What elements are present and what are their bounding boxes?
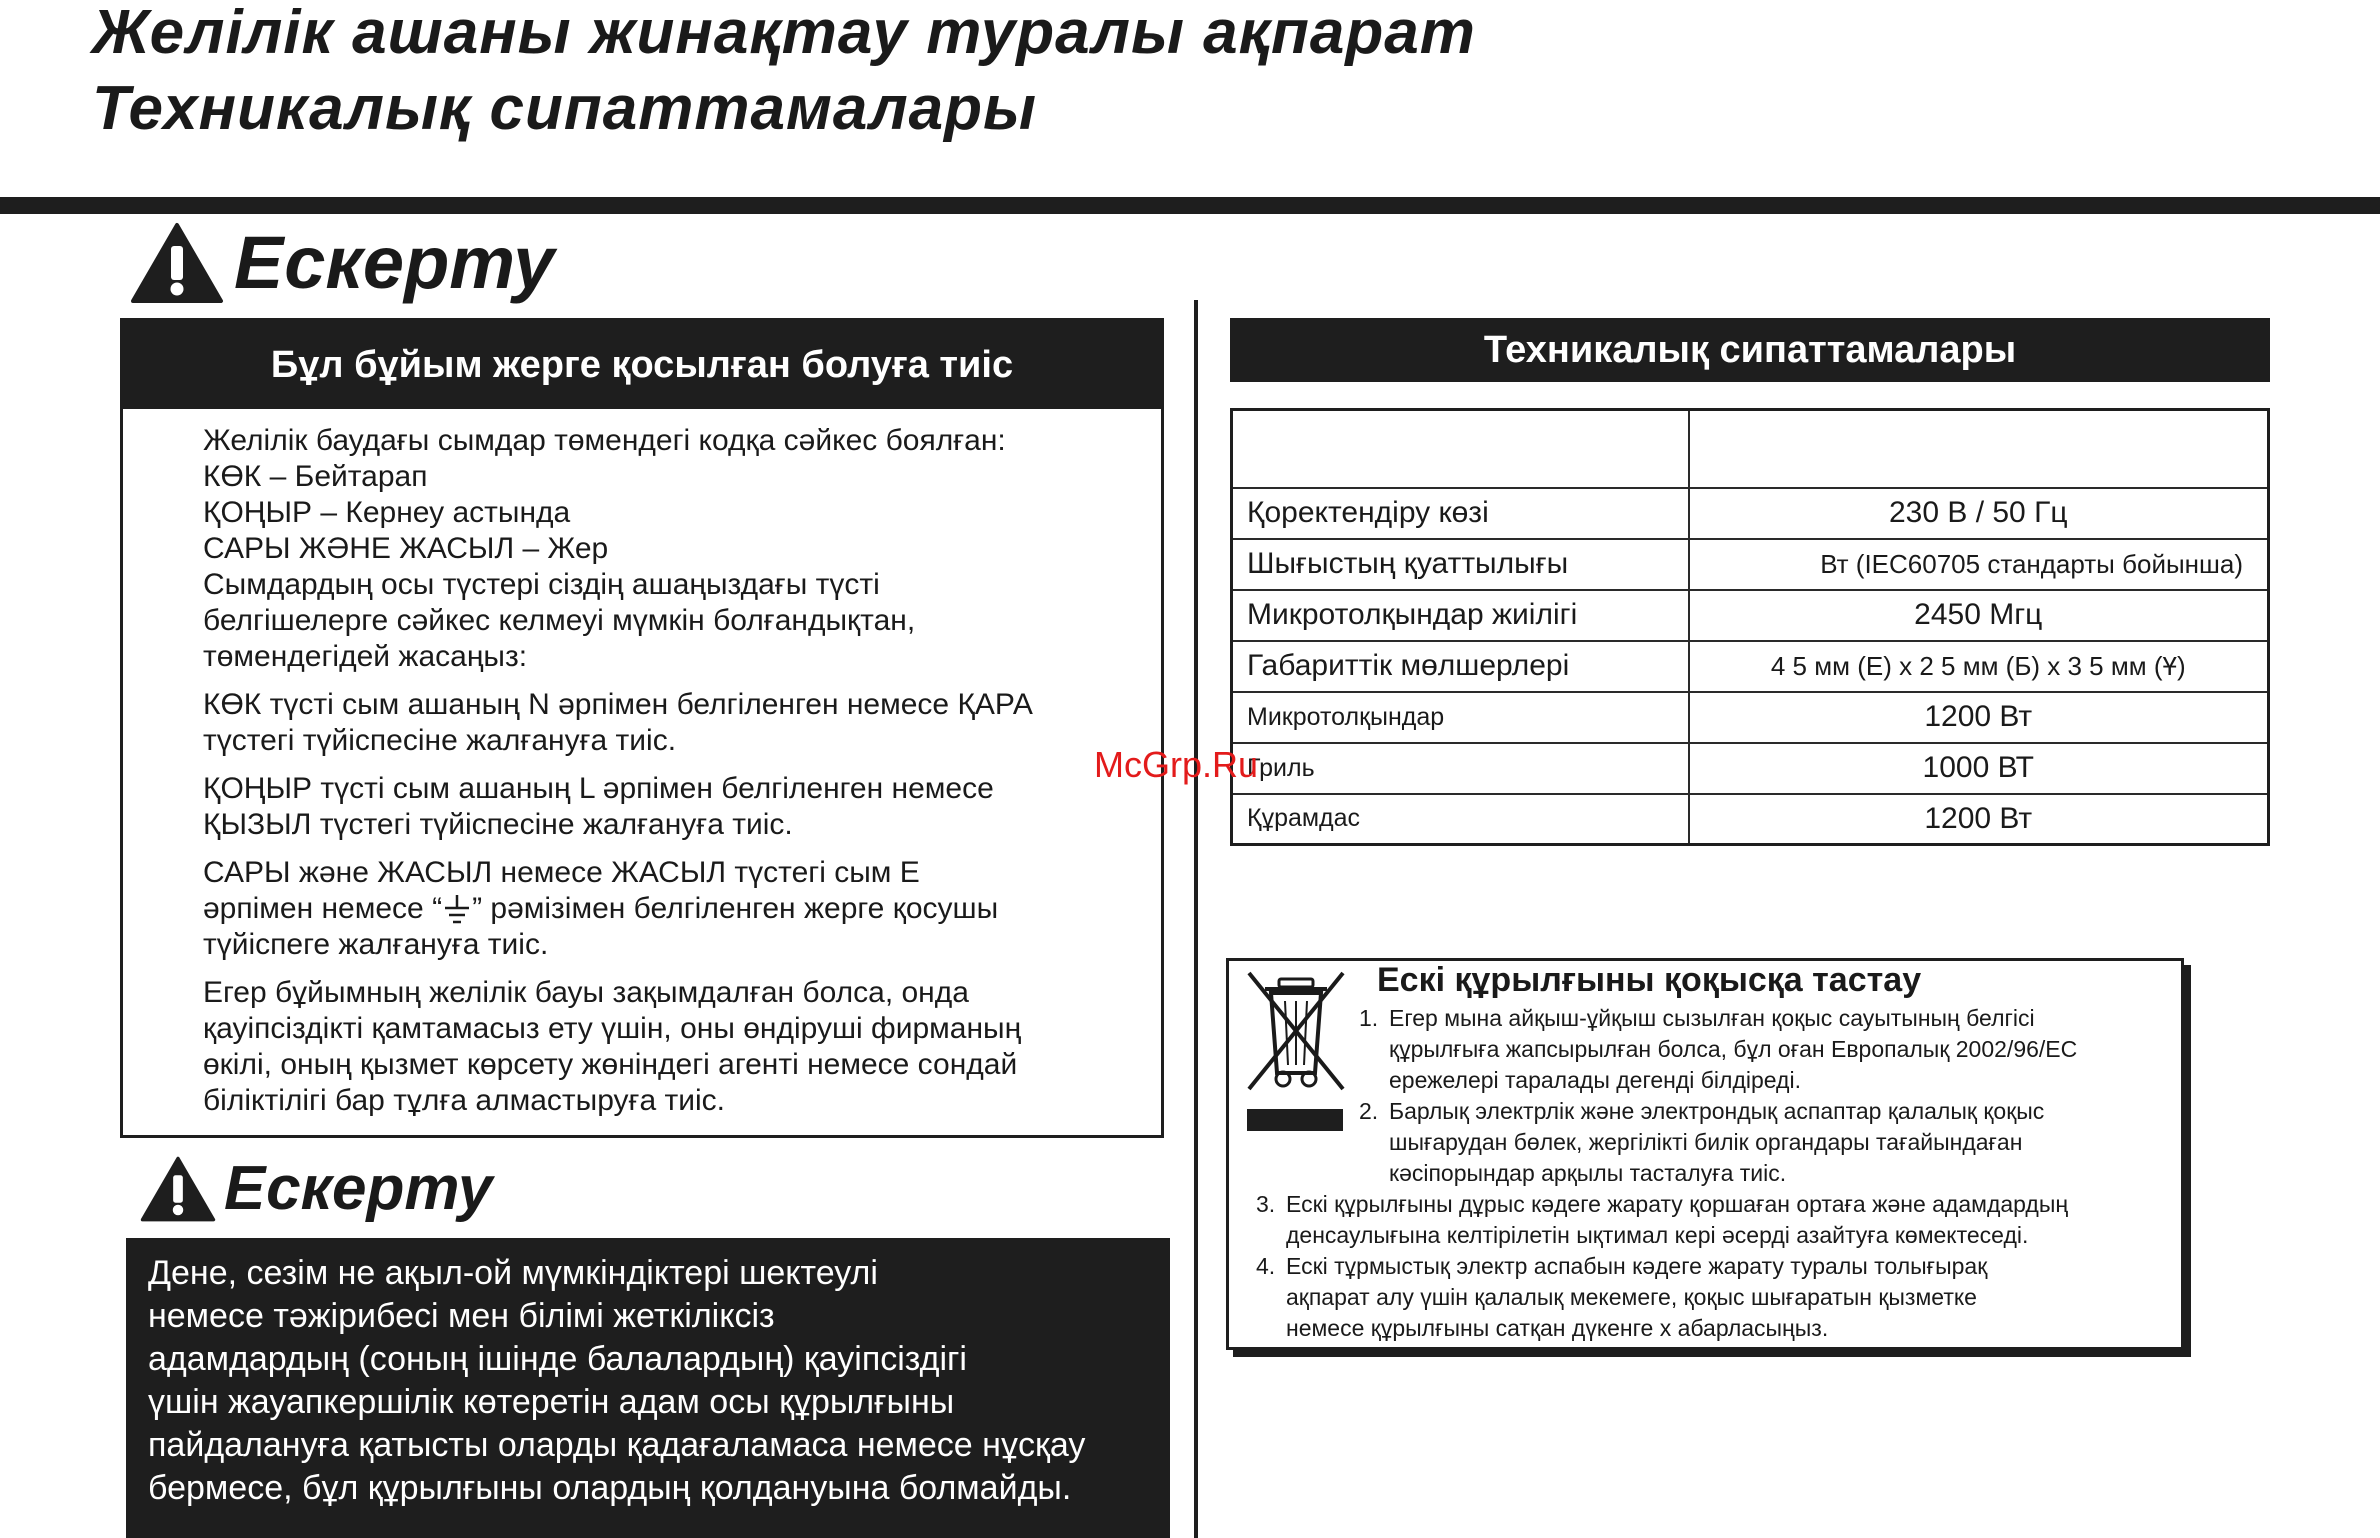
text-line: Желілік баудағы сымдар төмендегі кодқа сәйкес боялған: [203,424,1006,457]
specs-header: Техникалық сипаттамалары [1230,318,2270,382]
text-line: ҚОҢЫР – Кернеу астында [203,496,571,529]
table-row [1232,410,2269,488]
text-line: біліктілігі бар тұлға алмастыруға тиіс. [203,1084,726,1117]
disposal-title: Ескі құрылғыны қоқысқа тастау [1377,961,1922,999]
specs-table [1230,408,2270,846]
list-number: 1. [1359,1005,1379,1031]
text-fragment: әрпімен немесе “ [203,892,443,925]
grounding-paragraph [203,423,1141,675]
text-line: Сымдардың осы түстері сіздің ашаңыздағы түсті [203,568,880,601]
spec-value: 1200 Вт [1689,794,2269,845]
list-item [1359,1096,2044,1189]
table-row [1232,692,2269,743]
supervision-warning-box [126,1238,1170,1538]
table-row [1232,488,2269,539]
text-line: немесе құрылғыны сатқан дүкенге х абарласыңыз. [1286,1315,1829,1341]
page-title-line-1: Желілік ашаны жинақтау туралы ақпарат [92,0,1476,67]
spec-value: 4 5 мм (Е) х 2 5 мм (Б) х 3 5 мм (Ұ) [1689,641,2269,692]
text-line: адамдардың (соның ішінде балалардың) қауіпсіздігі [148,1340,967,1378]
text-line [203,891,1141,927]
spec-key: Микротолқындар [1232,692,1689,743]
table-row [1232,539,2269,590]
text-line: шығарудан бөлек, жергілікті билік органдары тағайындаған [1389,1129,2023,1155]
grounding-info-box [120,318,1164,1138]
text-line: ақпарат алу үшін қалалық мекемеге, қоқыс шығаратын қызметке [1286,1284,1977,1310]
watermark: McGrp.Ru [1094,744,1259,785]
spec-value: 2450 Мгц [1689,590,2269,641]
spec-key: Қоректендіру көзі [1232,488,1689,539]
list-number: 3. [1256,1191,1276,1217]
bin-marking-bar [1247,1109,1343,1131]
text-line: түйіспеге жалғануға тиіс. [203,928,549,961]
spec-value: 1200 Вт [1689,692,2269,743]
table-row [1232,794,2269,845]
spec-key [1232,410,1689,488]
warning-label: Ескерту [224,1154,493,1223]
spec-key: Гриль [1232,743,1689,794]
text-line: үшін жауапкершілік көтеретін адам осы құрылғыны [148,1383,955,1421]
page-title-line-2: Техникалық сипаттамалары [92,74,1037,143]
text-line: белгішелерге сәйкес келмеуі мүмкін болғандықтан, [203,604,916,637]
disposal-info-box [1226,958,2184,1350]
column-divider [1194,300,1198,1538]
text-line: өкілі, оның қызмет көрсету жөніндегі агенті немесе сондай [203,1048,1018,1081]
text-line: КӨК – Бейтарап [203,460,428,493]
earth-ground-icon [444,894,470,926]
text-line: САРЫ және ЖАСЫЛ немесе ЖАСЫЛ түстегі сым Е [203,856,920,889]
grounding-paragraph [203,771,1141,843]
text-line: төмендегідей жасаңыз: [203,640,528,673]
text-line: пайдалануға қатысты оларды қадағаламаса немесе нұсқау [148,1426,1086,1464]
warning-label: Ескерту [234,221,555,304]
text-line: денсаулығына келтірілетін ықтимал кері әсерді азайтуға көмектеседі. [1286,1222,2029,1248]
header-divider [0,197,2380,214]
list-item [1256,1189,2068,1251]
spec-key: Микротолқындар жиілігі [1232,590,1689,641]
text-line: немесе тәжірибесі мен білімі жеткіліксіз [148,1297,775,1335]
list-item [1256,1251,1987,1344]
table-row [1232,743,2269,794]
warning-heading-secondary [140,1155,492,1223]
text-fragment: ” рәмізімен белгіленген жерге қосушы [472,892,999,925]
spec-key: Шығыстың қуаттылығы [1232,539,1689,590]
text-line: құрылғыға жапсырылған болса, бұл оған Европалық 2002/96/ЕС [1389,1036,2078,1062]
text-line: ҚОҢЫР түсті сым ашаның L әрпімен белгіленген немесе [203,772,994,805]
text-line: қауіпсіздікті қамтамасыз ету үшін, оны өндіруші фирманың [203,1012,1022,1045]
text-line: ережелері таралады дегенді білдіреді. [1389,1067,1801,1093]
spec-value: Вт (IEC60705 стандарты бойынша) [1689,539,2269,590]
grounding-paragraph [203,855,1141,963]
text-line: Дене, сезім не ақыл-ой мүмкіндіктері шектеулі [148,1254,878,1292]
spec-value: 230 В / 50 Гц [1689,488,2269,539]
grounding-body [123,409,1161,1119]
text-line: Ескі құрылғыны дұрыс кәдеге жарату қоршаған ортаға және адамдардың [1286,1191,2069,1217]
text-line: Егер мына айқыш-ұйқыш сызылған қоқыс сауытының белгісі [1389,1005,2035,1031]
warning-triangle-icon [140,1155,216,1223]
crossed-out-wheelie-bin-icon [1241,969,1351,1093]
warning-triangle-icon [130,222,224,304]
text-line: бермесе, бұл құрылғыны олардың қолдануына болмайды. [148,1469,1072,1507]
spec-value: 1000 ВТ [1689,743,2269,794]
list-number: 2. [1359,1098,1379,1124]
warning-heading-primary [130,222,554,304]
text-line: кәсіпорындар арқылы тасталуға тиіс. [1389,1160,1787,1186]
text-line: Барлық электрлік және электрондық аспаптар қалалық қоқыс [1389,1098,2045,1124]
spec-key: Құрамдас [1232,794,1689,845]
grounding-paragraph [203,975,1141,1119]
text-line: КӨК түсті сым ашаның N әрпімен белгіленген немесе ҚАРА [203,688,1033,721]
spec-key: Габариттік мөлшерлері [1232,641,1689,692]
text-line: Ескі тұрмыстық электр аспабын кәдеге жарату туралы толығырақ [1286,1253,1988,1279]
table-row [1232,641,2269,692]
text-line: түстегі түйіспесіне жалғануға тиіс. [203,724,677,757]
grounding-header: Бұл бұйым жерге қосылған болуға тиіс [123,321,1161,409]
table-row [1232,590,2269,641]
text-line: ҚЫЗЫЛ түстегі түйіспесіне жалғануға тиіс. [203,808,793,841]
list-number: 4. [1256,1253,1276,1279]
list-item [1359,1003,2077,1096]
text-line: Егер бұйымның желілік бауы зақымдалған болса, онда [203,976,969,1009]
grounding-paragraph [203,687,1141,759]
spec-value [1689,410,2269,488]
text-line: САРЫ ЖӘНЕ ЖАСЫЛ – Жер [203,532,609,565]
